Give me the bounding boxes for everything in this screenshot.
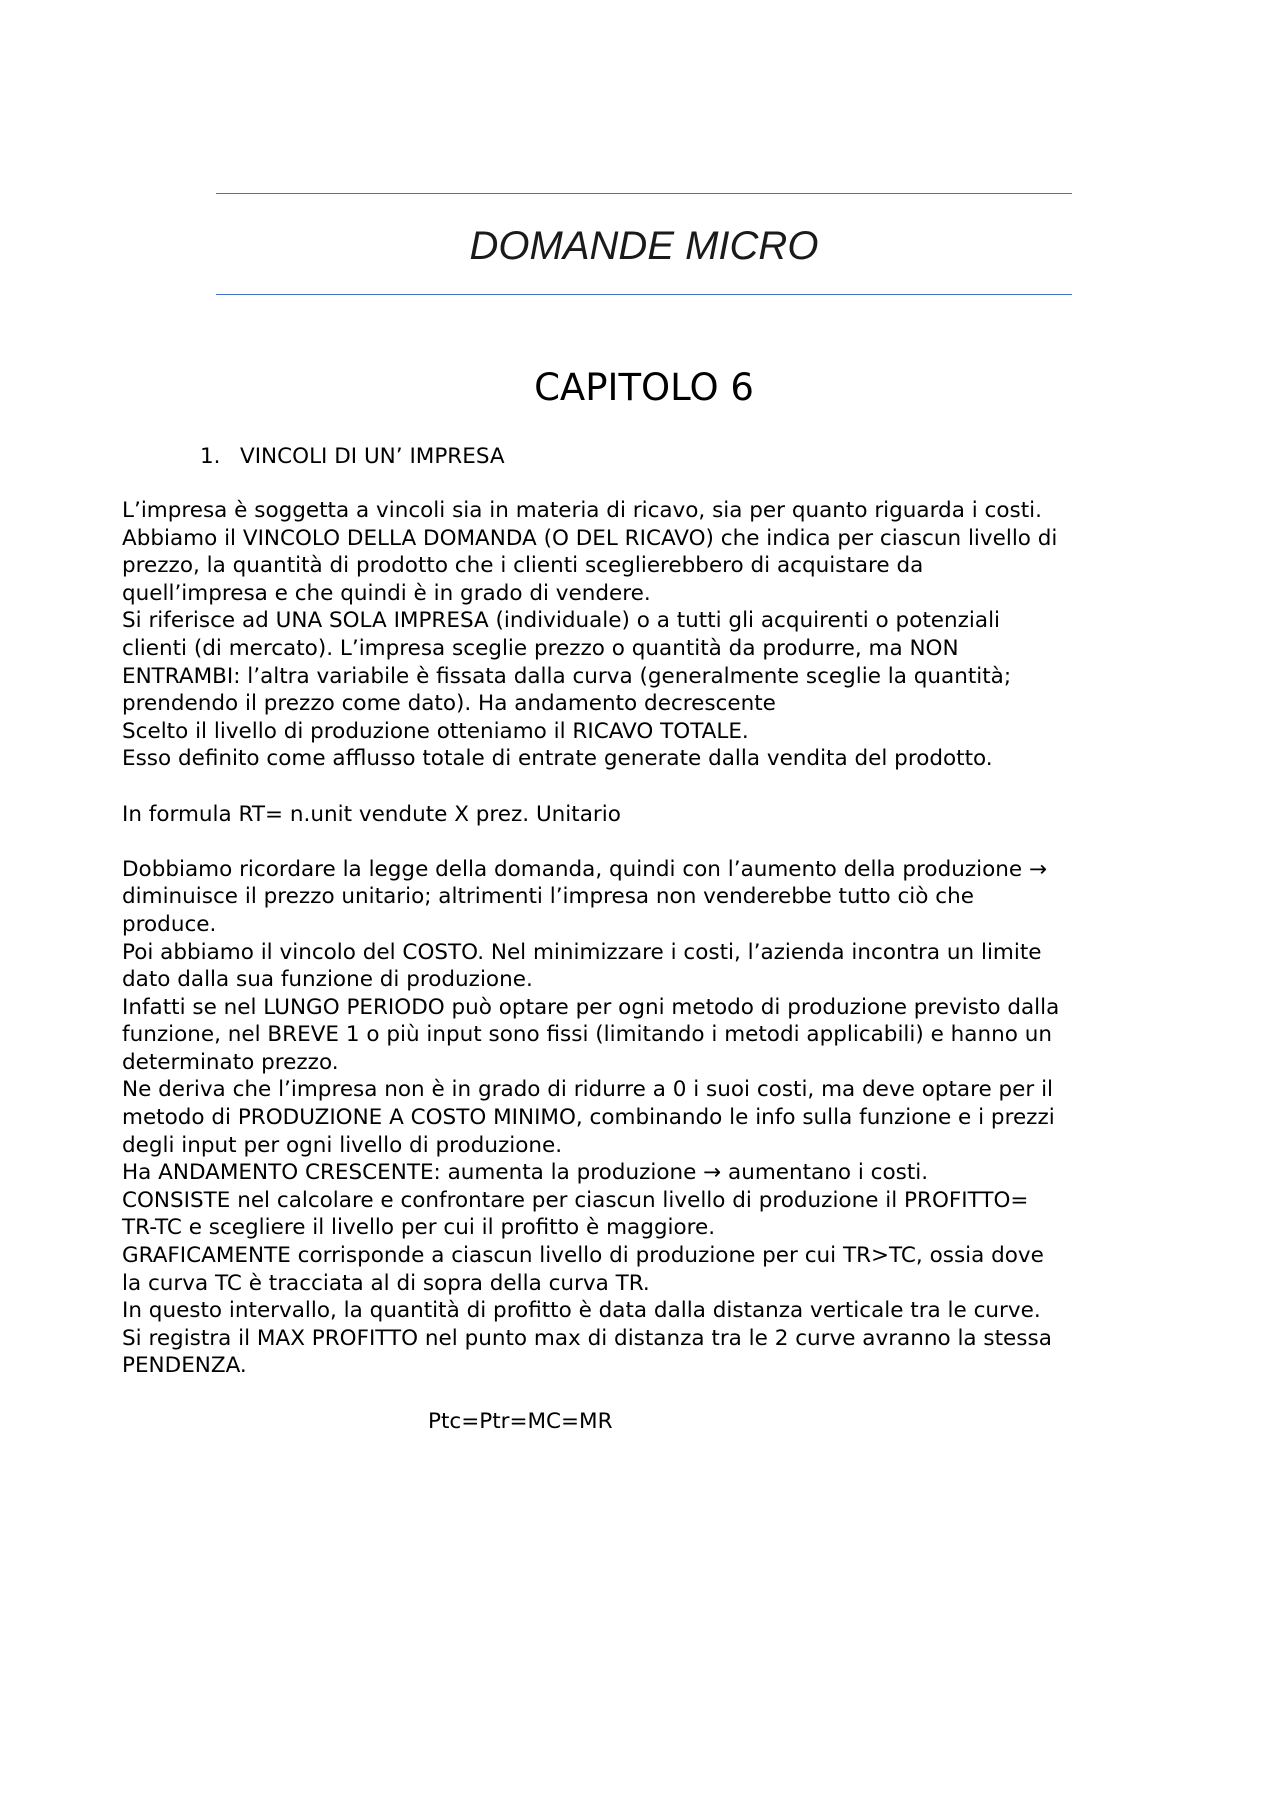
formula-rt: In formula RT= n.unit vendute X prez. Unitario — [122, 801, 621, 827]
text-line: ENTRAMBI: l’altra variabile è fissata dalla curva (generalmente sceglie la quantità; — [122, 663, 1012, 689]
text-line: dato dalla sua funzione di produzione. — [122, 967, 533, 993]
title-rule-bottom — [216, 294, 1072, 295]
text-line: In questo intervallo, la quantità di profitto è data dalla distanza verticale tra le curve. — [122, 1298, 1041, 1324]
document-title: DOMANDE MICRO — [469, 224, 819, 268]
formula-max-profit: Ptc=Ptr=MC=MR — [428, 1409, 613, 1434]
text-line: produce. — [122, 911, 217, 937]
paragraph-gap — [122, 828, 1182, 856]
text-line: prezzo, la quantità di prodotto che i clienti sceglierebbero di acquistare da — [122, 553, 924, 579]
text-line: degli input per ogni livello di produzione. — [122, 1132, 563, 1158]
text-line: Scelto il livello di produzione otteniamo il RICAVO TOTALE. — [122, 718, 749, 744]
text-line: quell’impresa e che quindi è in grado di vendere. — [122, 580, 651, 606]
text-line: Esso definito come afflusso totale di entrate generate dalla vendita del prodotto. — [122, 746, 993, 772]
text-line: determinato prezzo. — [122, 1049, 339, 1075]
text-line: Si riferisce ad UNA SOLA IMPRESA (individuale) o a tutti gli acquirenti o potenziali — [122, 608, 1001, 634]
text-line: prendendo il prezzo come dato). Ha andamento decrescente — [122, 691, 776, 717]
text-line: L’impresa è soggetta a vincoli sia in materia di ricavo, sia per quanto riguarda i costi. — [122, 498, 1042, 523]
text-line: Poi abbiamo il vincolo del COSTO. Nel minimizzare i costi, l’azienda incontra un limite — [122, 939, 1042, 965]
body-text — [122, 497, 1182, 1380]
text-line: diminuisce il prezzo unitario; altrimenti l’impresa non venderebbe tutto ciò che — [122, 884, 974, 910]
paragraph-1 — [122, 497, 1182, 773]
title-rule-top — [216, 193, 1072, 194]
text-line: Ha ANDAMENTO CRESCENTE: aumenta la produzione → aumentano i costi. — [122, 1160, 929, 1186]
text-line: Si registra il MAX PROFITTO nel punto max di distanza tra le 2 curve avranno la stessa — [122, 1325, 1052, 1351]
text-line: la curva TC è tracciata al di sopra della curva TR. — [122, 1270, 650, 1296]
section-number: 1. — [200, 444, 221, 469]
text-line: PENDENZA. — [122, 1353, 247, 1379]
text-line: CONSISTE nel calcolare e confrontare per ciascun livello di produzione il PROFITTO= — [122, 1187, 1029, 1213]
section-title: VINCOLI DI UN’ IMPRESA — [240, 444, 505, 469]
text-line: Dobbiamo ricordare la legge della domanda, quindi con l’aumento della produzione → — [122, 856, 1047, 882]
paragraph-2 — [122, 856, 1182, 1380]
text-line: funzione, nel BREVE 1 o più input sono fissi (limitando i metodi applicabili) e hanno un — [122, 1022, 1052, 1048]
text-line: TR-TC e scegliere il livello per cui il profitto è maggiore. — [122, 1215, 716, 1241]
text-line: clienti (di mercato). L’impresa sceglie prezzo o quantità da produrre, ma NON — [122, 635, 959, 661]
text-line: GRAFICAMENTE corrisponde a ciascun livello di produzione per cui TR>TC, ossia dove — [122, 1243, 1044, 1269]
text-line: Abbiamo il VINCOLO DELLA DOMANDA (O DEL RICAVO) che indica per ciascun livello di — [122, 525, 1058, 551]
section-heading — [200, 443, 505, 471]
paragraph-gap — [122, 773, 1182, 801]
text-line: metodo di PRODUZIONE A COSTO MINIMO, combinando le info sulla funzione e i prezzi — [122, 1105, 1055, 1131]
chapter-heading: CAPITOLO 6 — [534, 366, 754, 409]
text-line: Ne deriva che l’impresa non è in grado di ridurre a 0 i suoi costi, ma deve optare per il — [122, 1077, 1054, 1103]
text-line: Infatti se nel LUNGO PERIODO può optare per ogni metodo di produzione previsto dalla — [122, 994, 1060, 1020]
